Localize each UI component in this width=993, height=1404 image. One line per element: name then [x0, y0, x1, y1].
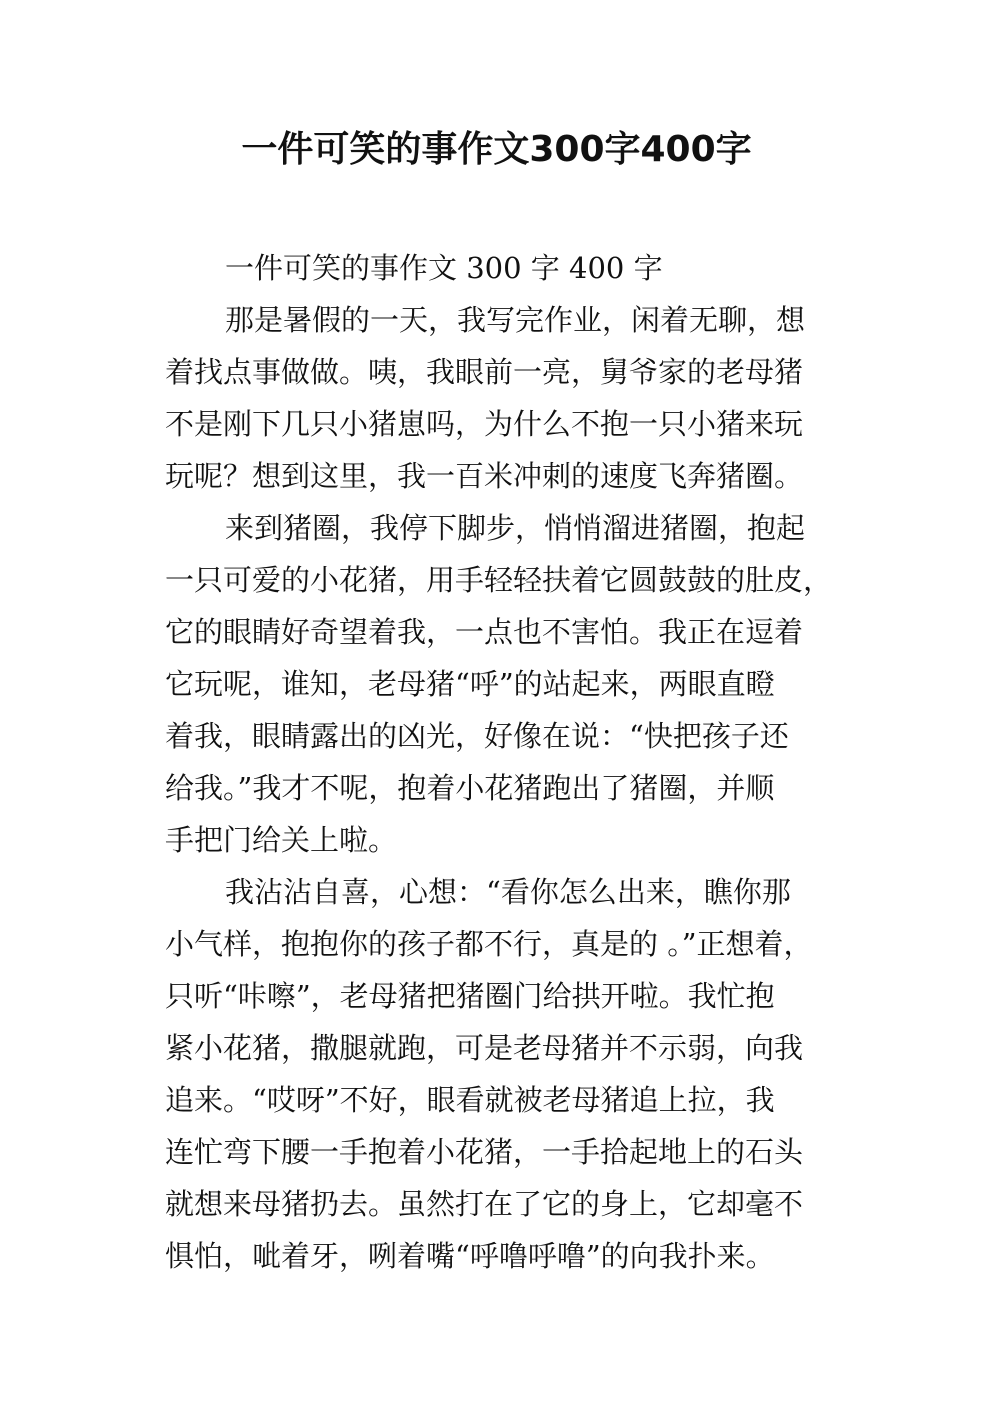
text-line: 紧小花猪，撒腿就跑，可是老母猪并不示弱，向我: [165, 1031, 804, 1065]
text-line: 连忙弯下腰一手抱着小花猪，一手拾起地上的石头: [165, 1135, 804, 1169]
text-line: 一只可爱的小花猪，用手轻轻扶着它圆鼓鼓的肚皮，: [165, 563, 833, 597]
document-body: [165, 242, 865, 1282]
text-line: 只听“咔嚓”，老母猪把猪圈门给拱开啦。我忙抱: [165, 979, 775, 1013]
text-line: 那是暑假的一天，我写完作业，闲着无聊，想: [225, 303, 806, 337]
text-line: 惧怕，呲着牙，咧着嘴“呼噜呼噜”的向我扑来。: [165, 1239, 775, 1273]
text-line: 来到猪圈，我停下脚步，悄悄溜进猪圈，抱起: [225, 511, 806, 545]
text-line: 它的眼睛好奇望着我，一点也不害怕。我正在逗着: [165, 615, 804, 649]
text-line: 我沾沾自喜，心想：“看你怎么出来，瞧你那: [225, 875, 791, 909]
text-line: 就想来母猪扔去。虽然打在了它的身上，它却毫不: [165, 1187, 804, 1221]
document-title: 一件可笑的事作文300字400字: [241, 129, 752, 170]
text-line: 给我。”我才不呢，抱着小花猪跑出了猪圈，并顺: [165, 771, 775, 805]
text-line: 玩呢？想到这里，我一百米冲刺的速度飞奔猪圈。: [165, 459, 804, 493]
subtitle-line: 一件可笑的事作文 300 字 400 字: [225, 251, 663, 285]
text-line: 追来。“哎呀”不好，眼看就被老母猪追上拉，我: [165, 1083, 775, 1117]
text-line: 手把门给关上啦。: [165, 823, 398, 857]
text-line: 着找点事做做。咦，我眼前一亮，舅爷家的老母猪: [165, 355, 804, 389]
text-line: 小气样，抱抱你的孩子都不行，真是的 。”正想着，: [165, 927, 813, 961]
text-line: 着我，眼睛露出的凶光，好像在说：“快把孩子还: [165, 719, 789, 753]
text-line: 它玩呢，谁知，老母猪“呼”的站起来，两眼直瞪: [165, 667, 775, 701]
text-line: 不是刚下几只小猪崽吗，为什么不抱一只小猪来玩: [165, 407, 804, 441]
